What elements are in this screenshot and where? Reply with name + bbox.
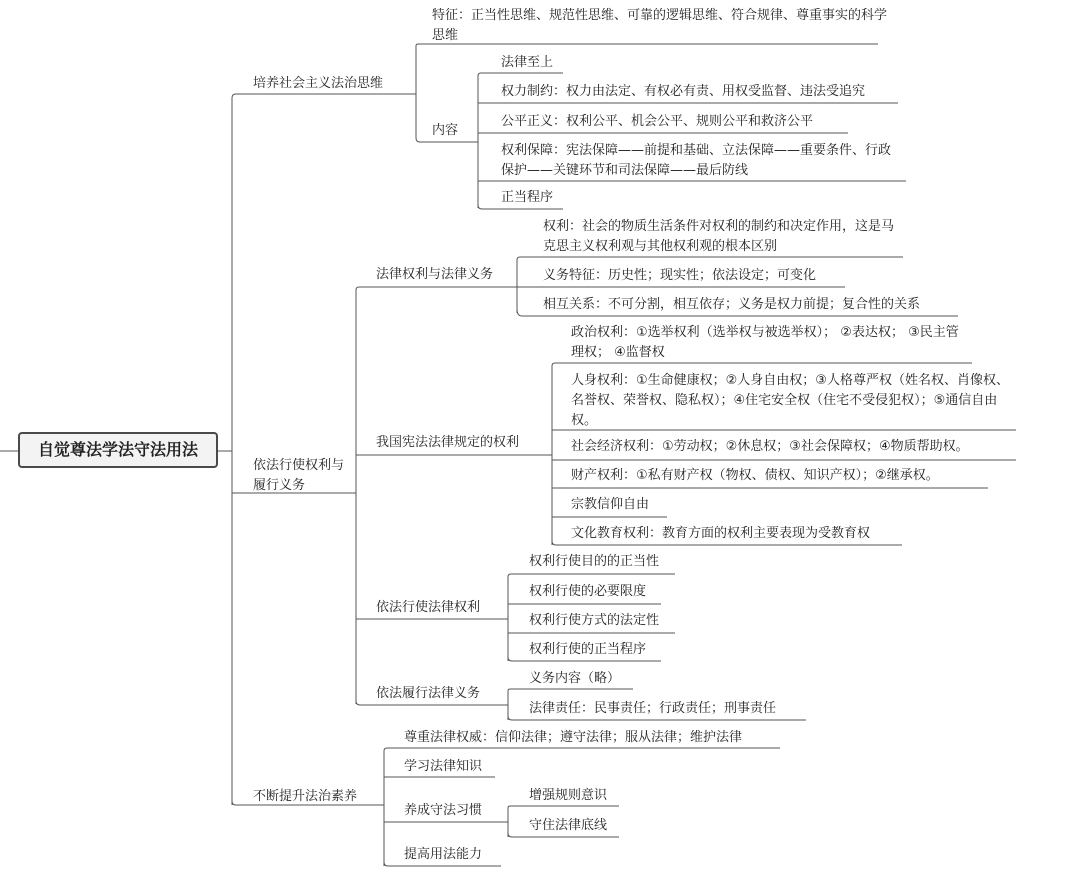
habit-item[interactable]: 守住法律底线 bbox=[529, 818, 608, 833]
rights-duties-item[interactable]: 权利：社会的物质生活条件对权利的制约和决定作用，这是马克思主义权利观与其他权利观的根本区别 bbox=[543, 219, 895, 254]
sub-rights-duties[interactable]: 法律权利与法律义务 bbox=[376, 267, 494, 282]
content-item[interactable]: 正当程序 bbox=[501, 190, 554, 205]
habit-item[interactable]: 增强规则意识 bbox=[529, 788, 608, 803]
literacy-item[interactable]: 尊重法律权威：信仰法律；遵守法律；服从法律；维护法律 bbox=[404, 730, 743, 745]
content-item[interactable]: 公平正义：权利公平、机会公平、规则公平和救济公平 bbox=[501, 114, 814, 129]
thinking-feature[interactable]: 特征：正当性思维、规范性思维、可靠的逻辑思维、符合规律、尊重事实的科学思维 bbox=[432, 8, 888, 43]
exercise-rights-item[interactable]: 权利行使方式的法定性 bbox=[529, 613, 660, 628]
content-item[interactable]: 权力制约：权力由法定、有权必有责、用权受监督、违法受追究 bbox=[501, 84, 866, 99]
fulfill-duties-item[interactable]: 义务内容（略） bbox=[529, 671, 621, 686]
rights-duties-item[interactable]: 义务特征：历史性；现实性；依法设定；可变化 bbox=[543, 268, 817, 283]
thinking-content-label[interactable]: 内容 bbox=[432, 123, 459, 138]
constitutional-right-item[interactable]: 宗教信仰自由 bbox=[571, 497, 650, 512]
sub-constitutional-rights[interactable]: 我国宪法法律规定的权利 bbox=[376, 435, 520, 450]
fulfill-duties-item[interactable]: 法律责任：民事责任；行政责任；刑事责任 bbox=[529, 701, 777, 716]
literacy-item[interactable]: 养成守法习惯 bbox=[404, 803, 483, 818]
sub-exercise-rights[interactable]: 依法行使法律权利 bbox=[376, 600, 481, 615]
exercise-rights-item[interactable]: 权利行使的正当程序 bbox=[529, 642, 647, 657]
constitutional-right-item[interactable]: 人身权利：①生命健康权；②人身自由权；③人格尊严权（姓名权、肖像权、名誉权、荣誉权、隐私权）；④住宅安全权（住宅不受侵犯权）；⑤通信自由权。 bbox=[571, 373, 1009, 428]
constitutional-right-item[interactable]: 财产权利：①私有财产权（物权、债权、知识产权）；②继承权。 bbox=[571, 468, 939, 483]
constitutional-right-item[interactable]: 社会经济权利：①劳动权；②休息权；③社会保障权；④物质帮助权。 bbox=[571, 439, 969, 454]
constitutional-right-item[interactable]: 文化教育权利：教育方面的权利主要表现为受教育权 bbox=[571, 526, 871, 541]
exercise-rights-item[interactable]: 权利行使目的的正当性 bbox=[529, 554, 660, 569]
content-item[interactable]: 法律至上 bbox=[501, 55, 554, 70]
constitutional-right-item[interactable]: 政治权利：①选举权利（选举权与被选举权）； ②表达权； ③民主管理权； ④监督权 bbox=[571, 325, 959, 360]
literacy-item[interactable]: 提高用法能力 bbox=[404, 847, 483, 862]
rights-duties-item[interactable]: 相互关系：不可分割，相互依存；义务是权力前提；复合性的关系 bbox=[543, 297, 921, 312]
branch-exercise-rights[interactable]: 依法行使权利与履行义务 bbox=[253, 458, 345, 493]
literacy-item[interactable]: 学习法律知识 bbox=[404, 759, 483, 774]
exercise-rights-item[interactable]: 权利行使的必要限度 bbox=[529, 584, 647, 599]
branch-cultivate-thinking[interactable]: 培养社会主义法治思维 bbox=[253, 76, 384, 91]
sub-fulfill-duties[interactable]: 依法履行法律义务 bbox=[376, 686, 481, 701]
content-item[interactable]: 权利保障：宪法保障——前提和基础、立法保障——重要条件、行政保护——关键环节和司法保障——最后防线 bbox=[501, 143, 892, 178]
branch-improve-literacy[interactable]: 不断提升法治素养 bbox=[253, 789, 358, 804]
root-topic[interactable]: 自觉尊法学法守法用法 bbox=[18, 432, 218, 468]
